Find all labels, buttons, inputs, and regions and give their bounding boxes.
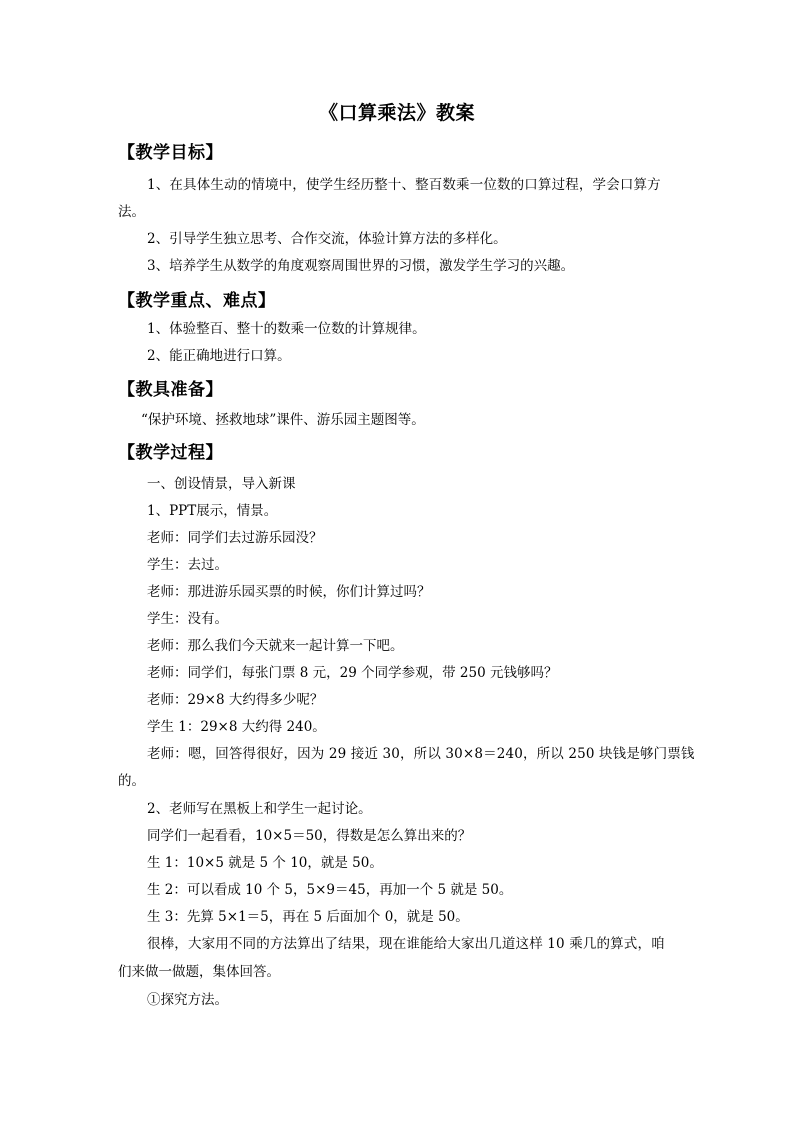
heading-key-points: 【教学重点、难点】	[118, 291, 276, 311]
process-paragraph: 生 2：可以看成 10 个 5，5×9＝45，再加一个 5 就是 50。	[147, 882, 513, 898]
heading-materials: 【教具准备】	[118, 380, 223, 400]
process-paragraph: 生 3：先算 5×1＝5，再在 5 后面加个 0，就是 50。	[147, 909, 469, 925]
objective-item-1-continued: 法。	[118, 204, 145, 220]
key-point-item-2: 2、能正确地进行口算。	[147, 348, 291, 364]
process-paragraph: 学生 1：29×8 大约得 240。	[147, 719, 326, 735]
key-point-item-1: 1、体验整百、整十的数乘一位数的计算规律。	[147, 321, 426, 337]
process-paragraph: 学生：没有。	[147, 611, 228, 627]
objective-item-3: 3、培养学生从数学的角度观察周围世界的习惯，激发学生学习的兴趣。	[147, 258, 575, 274]
process-paragraph-continued: 的。	[118, 773, 145, 789]
process-paragraph: 学生：去过。	[147, 557, 228, 573]
process-paragraph: 1、PPT展示，情景。	[147, 503, 278, 519]
process-paragraph: 老师：同学们，每张门票 8 元，29 个同学参观，带 250 元钱够吗？	[147, 665, 558, 681]
process-paragraph-continued: 们来做一做题，集体回答。	[118, 964, 280, 980]
objective-item-2: 2、引导学生独立思考、合作交流，体验计算方法的多样化。	[147, 231, 507, 247]
process-paragraph: ①探究方法。	[147, 992, 228, 1008]
heading-objectives: 【教学目标】	[118, 143, 223, 163]
process-paragraph: 2、老师写在黑板上和学生一起讨论。	[147, 801, 372, 817]
process-paragraph: 老师：29×8 大约得多少呢？	[147, 692, 324, 708]
process-paragraph: 同学们一起看看，10×5＝50，得数是怎么算出来的？	[147, 828, 472, 844]
process-paragraph: 老师：那进游乐园买票的时候，你们计算过吗？	[147, 584, 431, 600]
process-paragraph: 老师：那么我们今天就来一起计算一下吧。	[147, 638, 404, 654]
objective-item-1: 1、在具体生动的情境中，使学生经历整十、整百数乘一位数的口算过程，学会口算方	[147, 177, 661, 193]
process-paragraph: 生 1：10×5 就是 5 个 10，就是 50。	[147, 855, 383, 871]
materials-text: “保护环境、拯救地球”课件、游乐园主题图等。	[141, 412, 425, 428]
page-title: 《口算乘法》教案	[318, 102, 475, 124]
process-paragraph: 老师：嗯，回答得很好，因为 29 接近 30，所以 30×8＝240，所以 250 块钱是够门票钱	[147, 746, 695, 762]
process-paragraph: 一、创设情景，导入新课	[147, 476, 296, 492]
process-paragraph: 很棒，大家用不同的方法算出了结果，现在谁能给大家出几道这样 10 乘几的算式，咱	[147, 936, 665, 952]
process-paragraph: 老师：同学们去过游乐园没？	[147, 530, 323, 546]
heading-process: 【教学过程】	[118, 443, 223, 463]
